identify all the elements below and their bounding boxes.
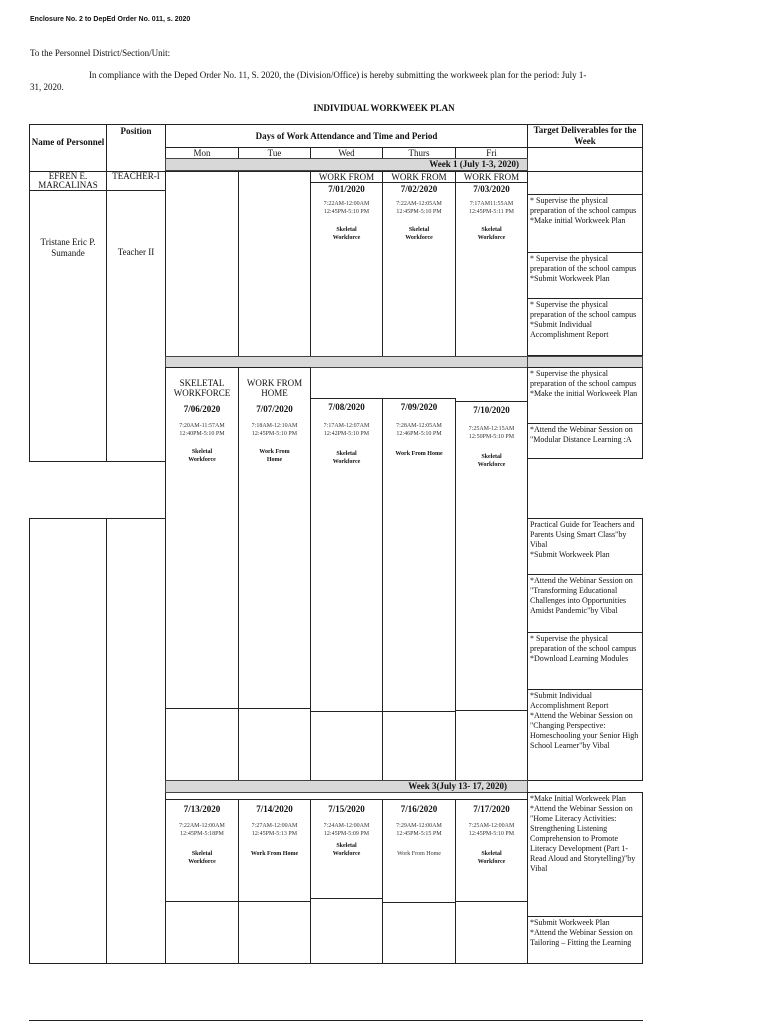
week1-fri-time1: 7:17AM11:55AM <box>469 201 514 207</box>
week3-fri-cell <box>455 799 528 902</box>
week1-mon-cell <box>165 171 239 357</box>
week1-wed-time1: 7:22AM-12:00AM <box>323 201 370 207</box>
week2-wed-mode: Skeletal Workforce <box>332 451 361 465</box>
day-mon: Mon <box>165 147 239 159</box>
week3-mon-cell <box>165 799 239 902</box>
week1-fri-date: 7/03/2020 <box>473 184 510 194</box>
col-header-position <box>106 124 166 172</box>
person2-name: Tristane Eric P. Sumande <box>29 190 107 462</box>
col-header-days-text: Days of Work Attendance and Time and Period <box>255 131 438 141</box>
week3-tue-mode: Work From Home <box>250 851 299 857</box>
person3-name <box>29 518 107 964</box>
week3-mon-time1: 7:22AM-12:00AM <box>179 823 225 829</box>
person3-position <box>106 518 166 964</box>
week3-mon-mode: Skeletal Workforce <box>188 851 216 865</box>
col-header-deliverables-text: Target Deliverables for the Week <box>533 125 637 146</box>
week3-tue-cell <box>238 799 311 902</box>
deliverable-item-3: * Supervise the physical preparation of the school campus *Submit Individual Accomplishment Report <box>527 298 643 356</box>
week2-fri-date: 7/10/2020 <box>473 405 510 415</box>
week2-fri-time2: 12:50PM-5:10 PM <box>468 434 515 440</box>
week3-fri-mode: Skeletal Workforce <box>477 851 506 865</box>
next-table-edge <box>29 1020 643 1024</box>
week2-wed-time1: 7:17AM-12:07AM <box>323 423 370 429</box>
week3-tue-lower <box>238 901 311 964</box>
week3-fri-time1: 7:25AM-12:00AM <box>468 823 515 829</box>
intro-line-2: 31, 2020. <box>30 82 64 92</box>
week2-thu-time1: 7:28AM-12:05AM <box>396 423 442 429</box>
week2-tue-mode: Work From Home <box>259 449 290 463</box>
week3-thu-cell <box>382 799 456 903</box>
col-header-deliverables <box>527 124 643 148</box>
col-header-days <box>165 124 528 148</box>
week2-thu-mode: Work From Home <box>395 451 443 457</box>
week3-wed-lower <box>310 898 383 964</box>
person1-name: EFREN E. MARCALINAS <box>29 171 107 191</box>
deliverable-item-2: * Supervise the physical preparation of the school campus *Submit Workweek Plan <box>527 252 643 299</box>
week3-thu-lower <box>382 902 456 964</box>
week2-tue-lower <box>238 708 311 781</box>
day-fri: Fri <box>455 147 528 159</box>
week1-wed-wfh: WORK FROM <box>311 172 382 183</box>
week3-tue-time2: 12:45PM-5:13 PM <box>251 831 298 837</box>
week2-wed-cell <box>310 398 383 712</box>
day-thurs: Thurs <box>382 147 456 159</box>
week2-fri-cell <box>455 401 528 711</box>
week1-fri-time2: 12:45PM-5:11 PM <box>469 209 514 215</box>
intro-line-1: In compliance with the Deped Order No. 11, S. 2020, the (Division/Office) is hereby submitting the workweek plan for the period: July 1- <box>89 70 587 80</box>
week1-wed-mode: Skeletal Workforce <box>332 227 361 241</box>
week2-thu-lower <box>382 711 456 781</box>
week3-thu-time2: 12:45PM-5:15 PM <box>396 831 442 837</box>
week3-wed-mode: Skeletal Workforce <box>332 843 361 857</box>
week1-thu-cell <box>382 171 456 357</box>
week1-thu-time2: 12:45PM-5:10 PM <box>396 209 442 215</box>
week3-thu-mode: Work From Home <box>397 851 441 857</box>
week2-tue-date: 7/07/2020 <box>256 404 293 414</box>
week3-thu-date: 7/16/2020 <box>400 804 438 814</box>
deliverable-item-11: *Submit Workweek Plan *Attend the Webinar Session on Tailoring – Fitting the Learning <box>527 916 643 964</box>
week2-thu-date: 7/09/2020 <box>400 402 438 412</box>
week3-tue-date: 7/14/2020 <box>256 804 293 814</box>
week2-tue-cell <box>238 367 311 709</box>
week2-fri-time1: 7:25AM-12:15AM <box>468 426 515 432</box>
week1-thu-date: 7/02/2020 <box>400 184 438 194</box>
week3-thu-time1: 7:29AM-12:00AM <box>396 823 442 829</box>
deliverable-item-1: * Supervise the physical preparation of the school campus *Make initial Workweek Plan <box>527 194 643 253</box>
week3-wed-cell <box>310 799 383 899</box>
week3-mon-time2: 12:45PM-5:18PM <box>180 831 224 837</box>
week1-tue-cell <box>238 171 311 357</box>
person1-position: TEACHER-I <box>106 171 166 191</box>
col-header-name-text: Name of Personnel <box>31 137 105 147</box>
enclosure-label: Enclosure No. 2 to DepEd Order No. 011, s. 2020 <box>30 16 191 23</box>
day-wed: Wed <box>310 147 383 159</box>
week1-fri-mode: Skeletal Workforce <box>477 227 506 241</box>
week2-mon-mode: Skeletal Workforce <box>188 449 216 463</box>
deliverable-item-5: *Attend the Webinar Session on "Modular Distance Learning :A <box>527 423 643 459</box>
col-header-name <box>29 124 107 172</box>
week3-fri-time2: 12:45PM-5:10 PM <box>468 831 515 837</box>
day-tue: Tue <box>238 147 311 159</box>
deliverable-item-10: *Make Initial Workweek Plan *Attend the Webinar Session on "Home Literacy Activities: Strengthening Listening Comprehension to Promote Literacy Development (Part 1- Read Aloud and Storytelling)"by Vibal <box>527 792 643 917</box>
week3-tue-time1: 7:27AM-12:00AM <box>251 823 298 829</box>
week1-thu-time1: 7:22AM-12:05AM <box>396 201 442 207</box>
week2-mon-label: SKELETAL WORKFORCE <box>173 378 231 398</box>
week3-band: Week 3(July 13- 17, 2020) <box>165 780 528 793</box>
week3-fri-lower <box>455 901 528 964</box>
week1-thu-mode: Skeletal Workforce <box>405 227 433 241</box>
week2-fri-mode: Skeletal Workforce <box>477 454 506 468</box>
deliverable-blank-top <box>527 171 643 195</box>
deliverable-item-8: * Supervise the physical preparation of the school campus *Download Learning Modules <box>527 632 643 690</box>
week2-thu-time2: 12:46PM-5:10 PM <box>396 431 442 437</box>
week1-wed-cell <box>310 171 383 357</box>
week1-fri-wfh: WORK FROM <box>456 172 527 183</box>
week1-band: Week 1 (July 1-3, 2020) <box>165 158 528 171</box>
week2-wed-lower <box>310 711 383 781</box>
col-header-position-text: Position <box>120 126 152 136</box>
week2-thu-cell <box>382 398 456 712</box>
week3-mon-lower <box>165 901 239 964</box>
week2-mon-time1: 7:20AM-11:57AM <box>179 423 225 429</box>
week2-mon-date: 7/06/2020 <box>183 404 221 414</box>
week2-mon-cell <box>165 367 239 709</box>
salutation: To the Personnel District/Section/Unit: <box>30 48 171 58</box>
week2-wed-time2: 12:42PM-5:10 PM <box>323 431 370 437</box>
deliverables-header-spacer <box>527 147 643 172</box>
week2-fri-lower <box>455 710 528 781</box>
week1-thu-wfh: WORK FROM <box>383 172 455 183</box>
week3-mon-date: 7/13/2020 <box>183 804 221 814</box>
week1-wed-date: 7/01/2020 <box>328 184 365 194</box>
deliverable-item-7: *Attend the Webinar Session on "Transforming Educational Challenges into Opportunities Amidst Pandemic"by Vibal <box>527 574 643 633</box>
week3-fri-date: 7/17/2020 <box>473 804 510 814</box>
week1-fri-cell <box>455 171 528 357</box>
week2-tue-time1: 7:18AM-12:10AM <box>251 423 298 429</box>
week3-wed-date: 7/15/2020 <box>328 804 365 814</box>
person2-position: Teacher II <box>106 190 166 462</box>
week1-wed-time2: 12:45PM-5:10 PM <box>323 209 370 215</box>
week2-wed-date: 7/08/2020 <box>328 402 365 412</box>
week2-mon-lower <box>165 708 239 781</box>
deliverable-item-4: * Supervise the physical preparation of the school campus *Make the initial Workweek Plan <box>527 367 643 424</box>
week3-wed-time1: 7:24AM-12:00AM <box>323 823 370 829</box>
document-title: INDIVIDUAL WORKWEEK PLAN <box>313 103 455 113</box>
week3-wed-time2: 12:45PM-5:09 PM <box>323 831 370 837</box>
deliverable-item-6: Practical Guide for Teachers and Parents Using Smart Class"by Vibal *Submit Workweek Plan <box>527 518 643 575</box>
week2-tue-label: WORK FROM HOME <box>246 378 303 398</box>
deliverable-item-9: *Submit Individual Accomplishment Report *Attend the Webinar Session on "Changing Perspective: Homeschooling your Senior High School Learner"by Vibal <box>527 689 643 781</box>
week2-mon-time2: 12:40PM-5:10 PM <box>179 431 225 437</box>
week2-tue-time2: 12:45PM-5:10 PM <box>251 431 298 437</box>
